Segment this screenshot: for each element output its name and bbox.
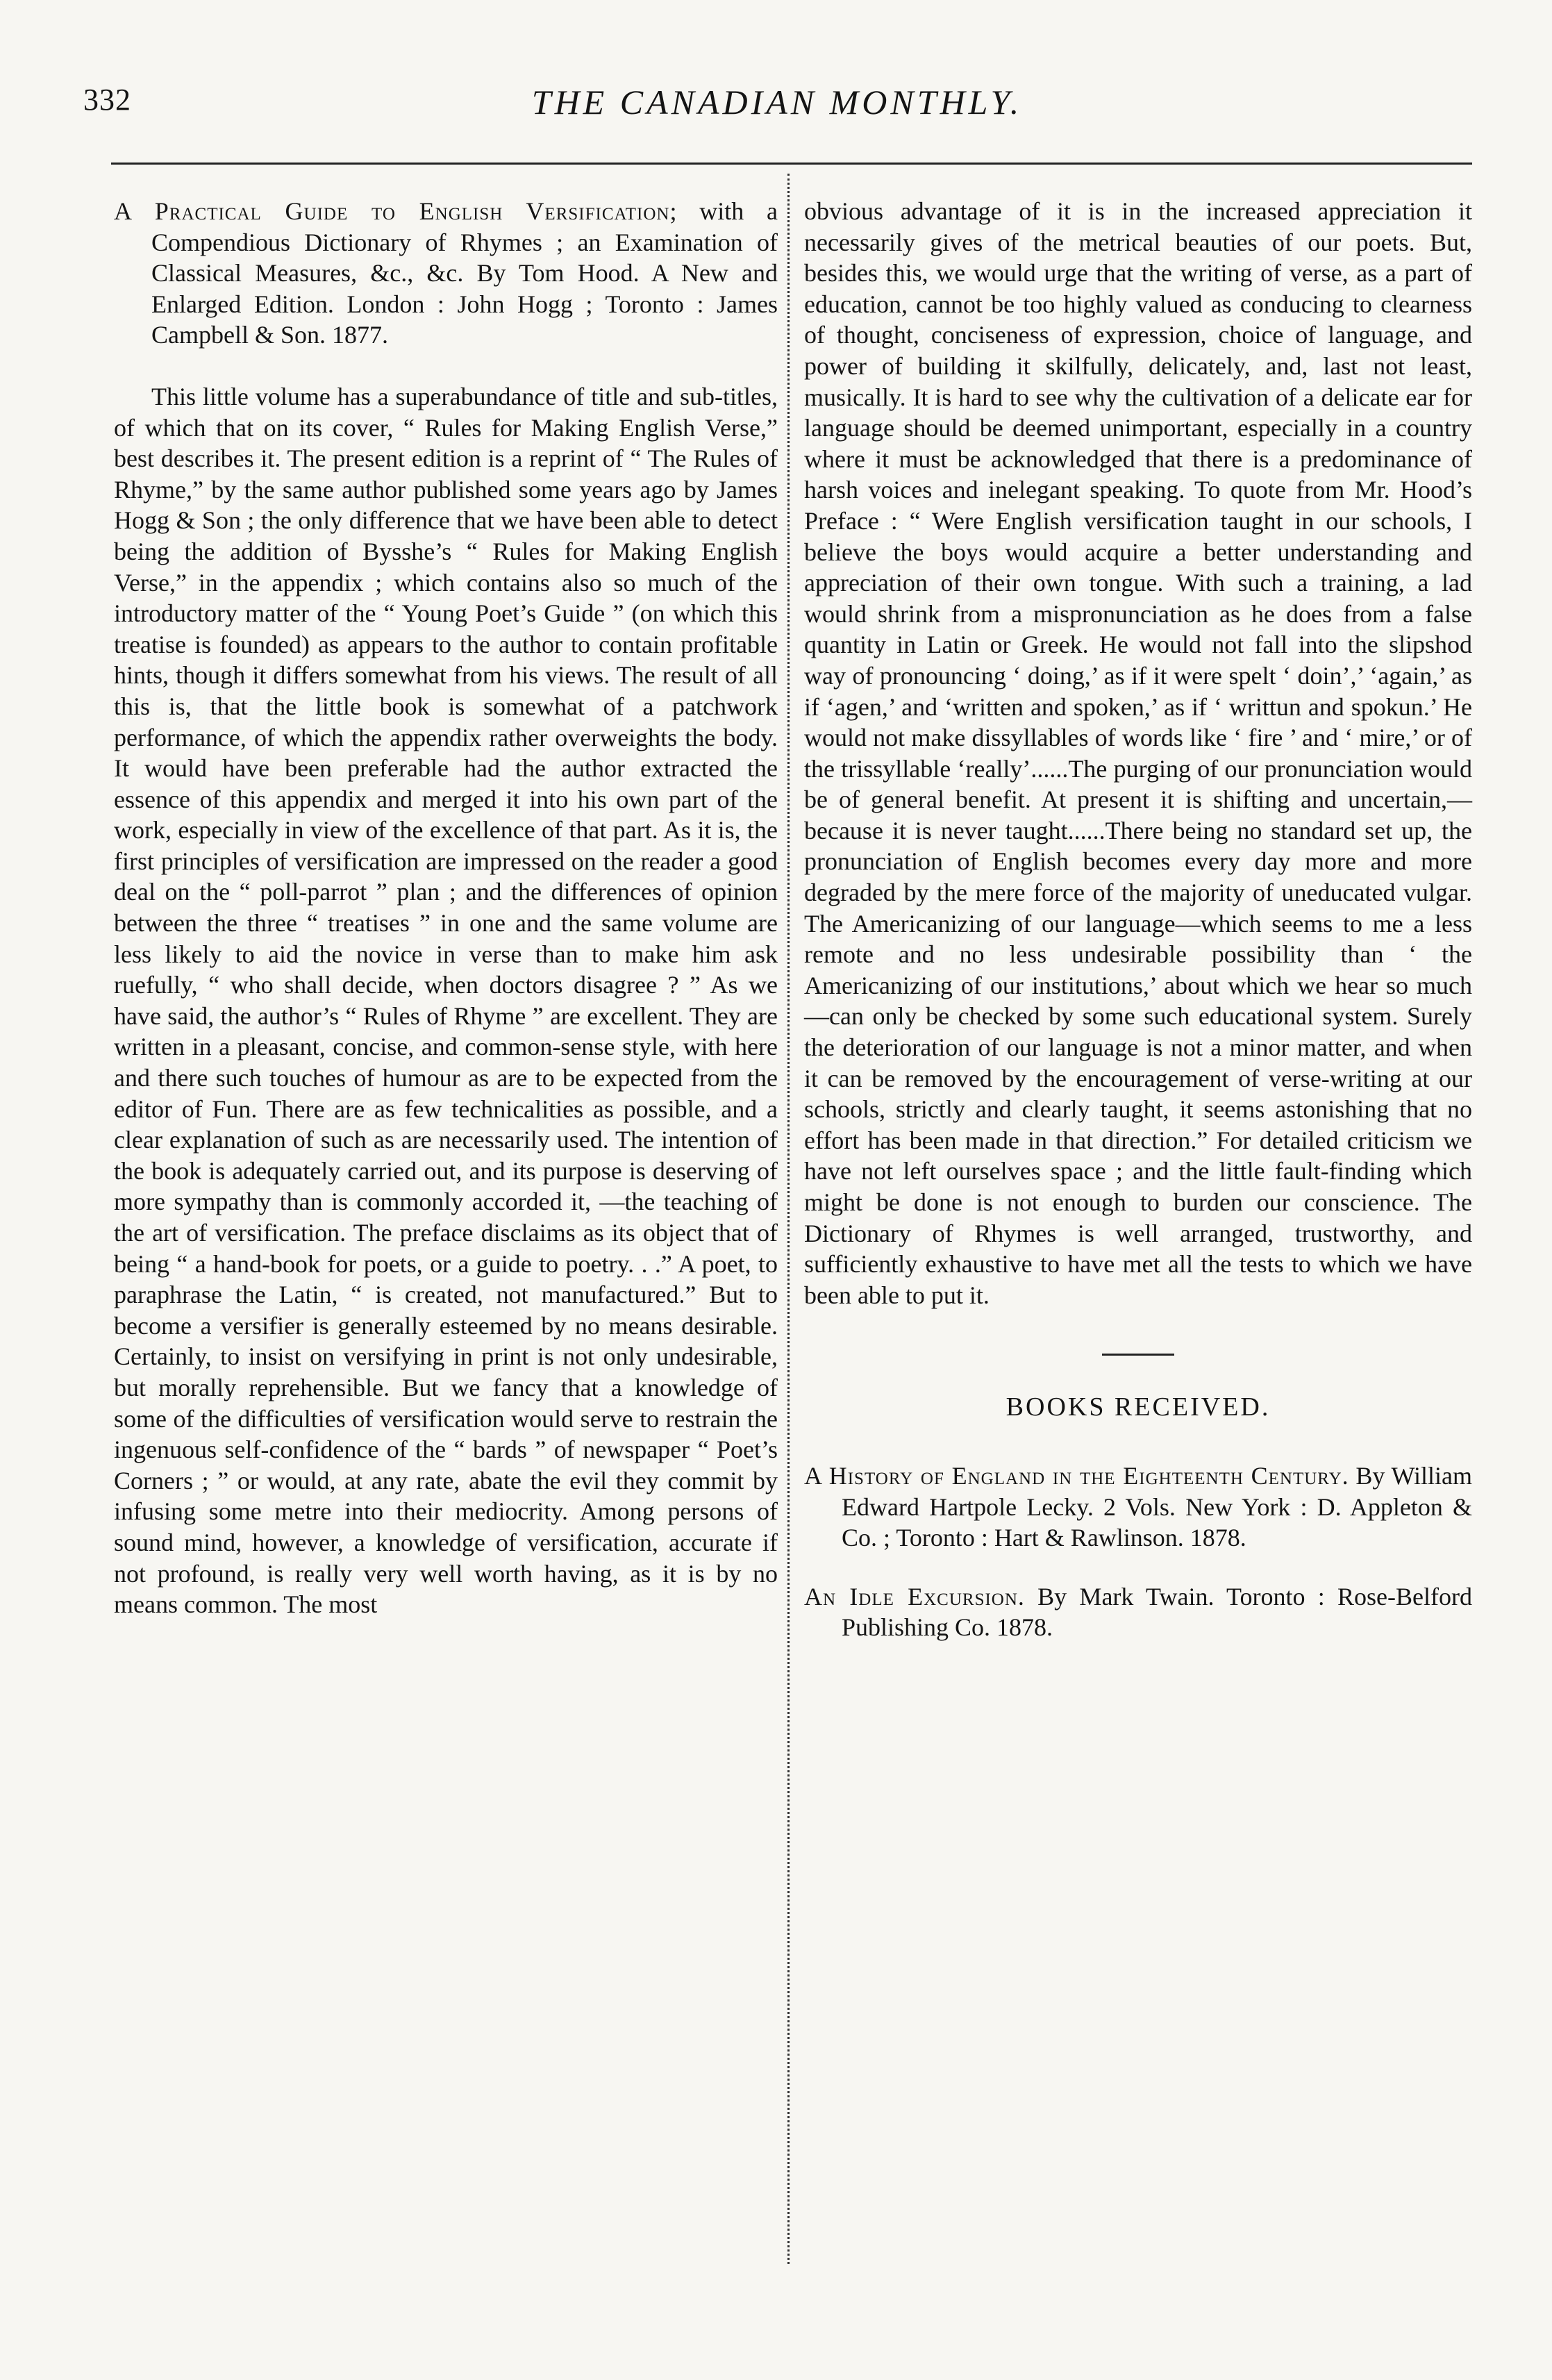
header-rule bbox=[111, 163, 1472, 165]
book-received-details: By William Edward Hartpole Lecky. 2 Vols. New York : D. Appleton & Co. ; Toronto : Hart & Rawlinson. 1878. bbox=[842, 1461, 1472, 1552]
left-column bbox=[114, 196, 778, 1620]
section-heading: BOOKS RECEIVED. bbox=[1006, 1392, 1271, 1422]
review-text: This little volume has a superabundance of title and sub-titles, of which that on its cover, “ Rules for Making English Verse,” best describes it. The present edition is a reprint of “ The Rules of Rhyme,” by the same author published some years ago by James Hogg & Son ; the only difference that we have been able to detect being the addition of Bysshe’s “ Rules for Making English Verse,” in the appendix ; which contains also so much of the introductory matter of the “ Young Poet’s Guide ” (on which this treatise is founded) as appears to the author to contain profitable hints, though it differs somewhat from his views. The result of all this is, that the little book is somewhat of a patchwork performance, of which the appendix rather overweights the body. It would have been preferable had the author extracted the essence of this appendix and merged it into his own part of the work, especially in view of the excellence of that part. As it is, the first principles of versification are impressed on the reader a good deal on the “ poll-parrot ” plan ; and the differences of opinion between the three “ treatises ” in one and the same volume are less likely to aid the novice in verse than to make him ask ruefully, “ who shall decide, when doctors disagree ? ” As we have said, the author’s “ Rules of Rhyme ” are excellent. They are written in a pleasant, concise, and common-sense style, with here and there such touches of humour as are to be expected from the editor of Fun. There are as few technicalities as possible, and a clear explanation of such as are necessarily used. The intention of the book is adequately carried out, and its purpose is deserving of more sympathy than is commonly accorded it, —the teaching of the art of versification. The preface disclaims as its object that of being “ a hand-book for poets, or a guide to poetry. . .” A poet, to paraphrase the Latin, “ is created, not manufactured.” But to become a versifier is generally esteemed by no means desirable. Certainly, to insist on versifying in print is not only undesirable, but morally reprehensible. But we fancy that a knowledge of some of the difficulties of versification would serve to restrain the ingenuous self-confidence of the “ bards ” of newspaper “ Poet’s Corners ; ” or would, at any rate, abate the evil they commit by infusing some metre into their mediocrity. Among persons of sound mind, however, a knowledge of versification, accurate if not profound, is really very well worth having, as it is by no means common. The most bbox=[114, 382, 778, 1619]
book-received-item bbox=[804, 1461, 1472, 1554]
section-divider bbox=[1102, 1354, 1174, 1356]
book-received-title: An Idle Excursion. bbox=[804, 1582, 1025, 1611]
running-title: THE CANADIAN MONTHLY. bbox=[531, 83, 1023, 122]
book-received-title: A History of England in the Eighteenth Century. bbox=[804, 1461, 1349, 1490]
book-received-item bbox=[804, 1581, 1472, 1643]
book-entry-details: ; with a Compendious Dictionary of Rhymes ; an Examination of Classical Measures, &c., &c. By Tom Hood. A New and Enlarged Edition. London : John Hogg ; Toronto : James Campbell & Son. 1877. bbox=[151, 197, 778, 349]
book-received-details: By Mark Twain. Toronto : Rose-Belford Publishing Co. 1878. bbox=[842, 1582, 1472, 1642]
book-entry-title: A Practical Guide to English Versification bbox=[114, 197, 670, 225]
page-number: 332 bbox=[83, 83, 131, 117]
book-entry-heading bbox=[114, 196, 778, 351]
column-divider bbox=[787, 174, 791, 2264]
right-column bbox=[804, 196, 1472, 1671]
review-continuation: obvious advantage of it is in the increased appreciation it necessarily gives of the metrical beauties of our poets. But, besides this, we would urge that the writing of verse, as a part of education, cannot be too highly valued as conducing to clearness of thought, conciseness of expression, choice of language, and power of building it skilfully, delicately, and, last not least, musically. It is hard to see why the cultivation of a delicate ear for language should be deemed unimportant, especially in a country where it must be acknowledged that there is a predominance of harsh voices and inelegant speaking. To quote from Mr. Hood’s Preface : “ Were English versification taught in our schools, I believe the boys would acquire a better understanding and appreciation of their own tongue. With such a training, a lad would shrink from a mispronunciation as he does from a false quantity in Latin or Greek. He would not fall into the slipshod way of pronouncing ‘ doing,’ as if it were spelt ‘ doin’,’ ‘again,’ as if ‘agen,’ and ‘written and spoken,’ as if ‘ writtun and spokun.’ He would not make dissyllables of words like ‘ fire ’ and ‘ mire,’ or of the trissyllable ‘really’......The purging of our pronunciation would be of general benefit. At present it is shifting and uncertain,—because it is never taught......There being no standard set up, the pronunciation of English becomes every day more and more degraded by the mere force of the majority of uneducated vulgar. The Americanizing of our language—which seems to me a less remote and no less undesirable possibility than ‘ the Americanizing of our institutions,’ about which we hear so much —can only be checked by some such educational system. Surely the deterioration of our language is not a minor matter, and when it can be removed by the encouragement of verse-writing at our schools, strictly and clearly taught, it seems astonishing that no effort has been made in that direction.” For detailed criticism we have not left ourselves space ; and the little fault-finding which might be done is not enough to burden our conscience. The Dictionary of Rhymes is well arranged, trustworthy, and sufficiently exhaustive to have met all the tests to which we have been able to put it. bbox=[804, 197, 1472, 1309]
page-header bbox=[83, 82, 1472, 131]
